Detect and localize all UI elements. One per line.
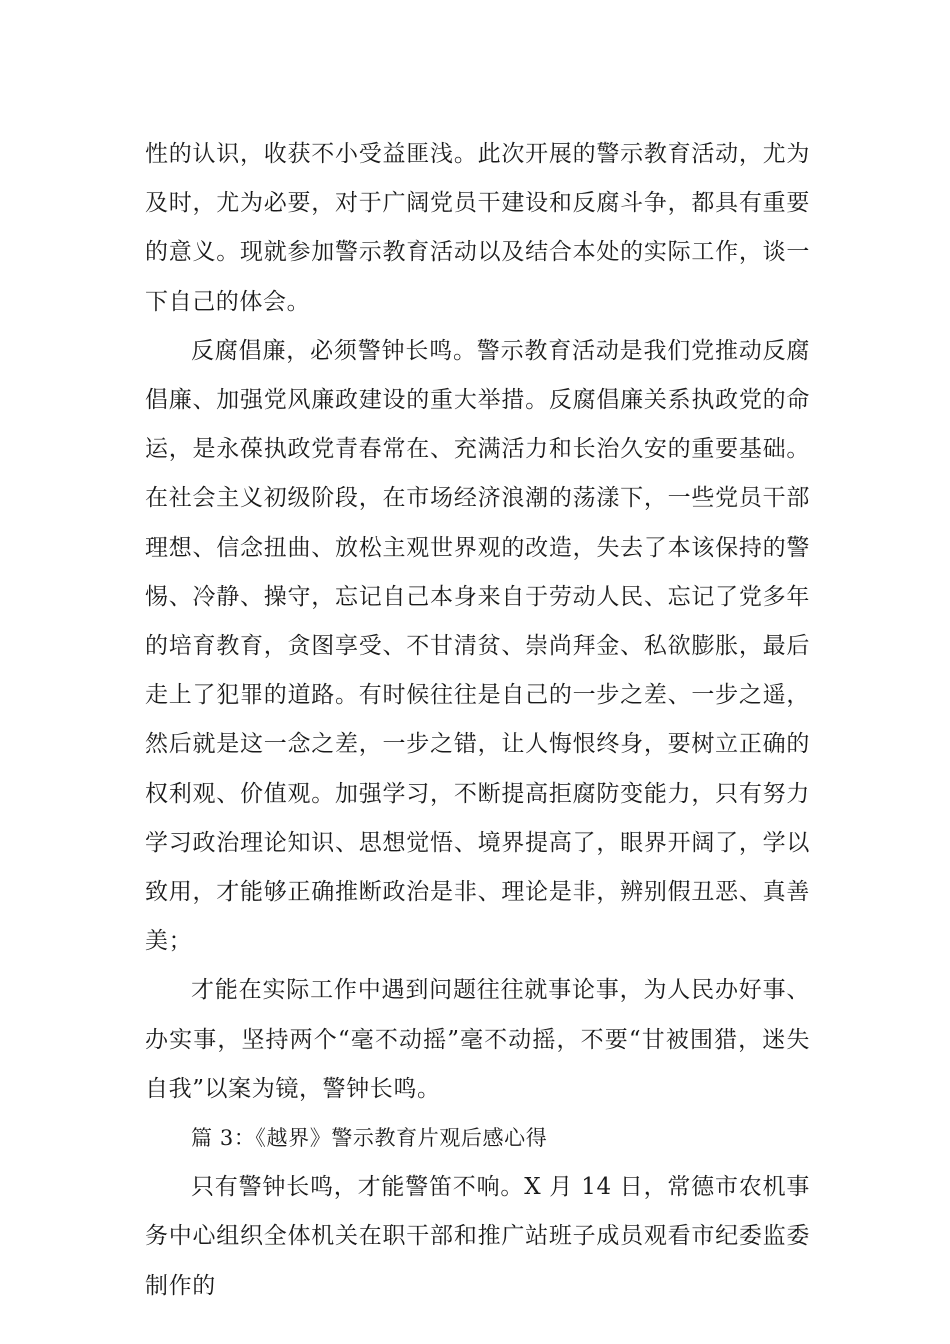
paragraph-4: 只有警钟长鸣，才能警笛不响。X 月 14 日，常德市农机事务中心组织全体机关在职干部和推广站班子成员观看市纪委监委制作的: [145, 1174, 810, 1299]
paragraph-1: 性的认识，收获不小受益匪浅。此次开展的警示教育活动，尤为及时，尤为必要，对于广阔党员干建设和反腐斗争，都具有重要的意义。现就参加警示教育活动以及结合本处的实际工作，谈一下自己的体会。: [145, 141, 810, 315]
document-body: [145, 130, 810, 1311]
section-heading: 篇 3：《越界》警示教育片观后感心得: [191, 1126, 548, 1151]
paragraph-3: 才能在实际工作中遇到问题往往就事论事，为人民办好事、办实事，坚持两个“毫不动摇”毫不动摇，不要“甘被围猎，迷失自我”以案为镜，警钟长鸣。: [145, 977, 810, 1102]
paragraph-2: 反腐倡廉，必须警钟长鸣。警示教育活动是我们党推动反腐倡廉、加强党风廉政建设的重大举措。反腐倡廉关系执政党的命运，是永葆执政党青春常在、充满活力和长治久安的重要基础。在社会主义初级阶段，在市场经济浪潮的荡漾下，一些党员干部理想、信念扭曲、放松主观世界观的改造，失去了本该保持的警惕、冷静、操守，忘记自己本身来自于劳动人民、忘记了党多年的培育教育，贪图享受、不甘清贫、崇尚拜金、私欲膨胀，最后走上了犯罪的道路。有时候往往是自己的一步之差、一步之遥，然后就是这一念之差，一步之错，让人悔恨终身，要树立正确的权利观、价值观。加强学习，不断提高拒腐防变能力，只有努力学习政治理论知识、思想觉悟、境界提高了，眼界开阔了，学以致用，才能够正确推断政治是非、理论是非，辨别假丑恶、真善美；: [145, 337, 810, 955]
